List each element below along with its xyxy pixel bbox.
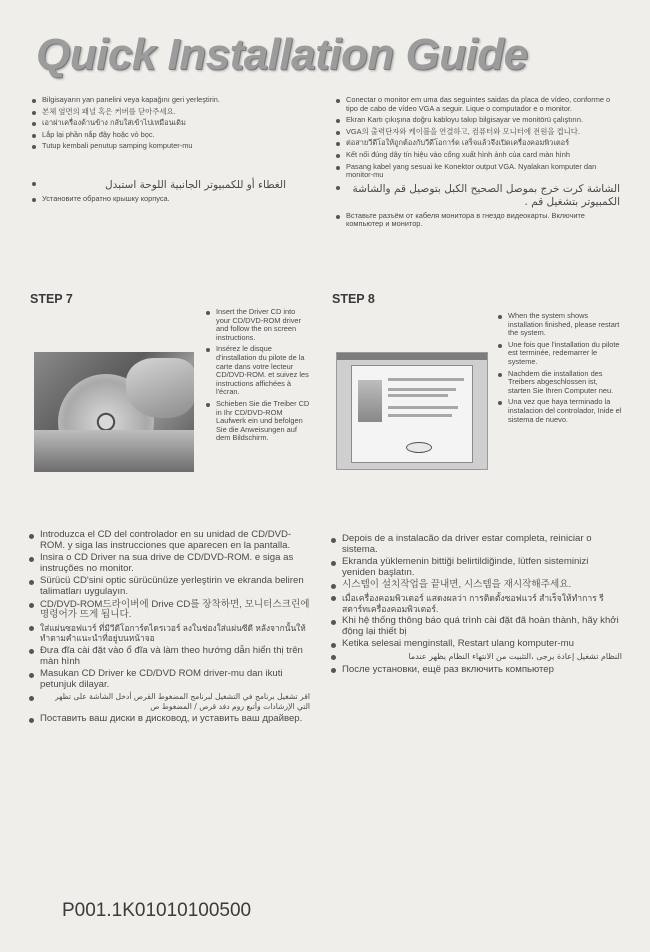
window-titlebar (337, 353, 487, 360)
list-item: Masukan CD Driver ke CD/DVD ROM driver-mu dan ikuti petunjuk dilayar. (26, 669, 310, 690)
list-item: ต่อสายวีดีโอให้ถูกต้องกับวีดีโอการ์ด เสร็จแล้วจึงเปิดเครื่องคอมพิวเตอร์ (334, 139, 620, 148)
list-item: Nachdem die installation des Treibers abgeschlossen ist, starten Sie Ihren Computer neu. (496, 370, 622, 396)
bottom-left-instructions (26, 530, 310, 727)
text-line (388, 406, 458, 409)
list-item: 본체 옆면의 패널 혹은 커버를 닫아주세요. (30, 108, 310, 117)
list-item: VGA의 출력단자와 케이블을 연결하고, 컴퓨터와 모니터에 전원을 켭니다. (334, 128, 620, 137)
page-title: Quick Installation Guide (36, 30, 528, 79)
step-7-instructions (204, 308, 310, 446)
list-item: الغطاء أو للكمبيوتر الجانبية اللوحة استبدل (30, 179, 310, 192)
install-finished-screenshot (336, 352, 488, 470)
list-item: Introduzca el CD del controlador en su unidad de CD/DVD-ROM. y siga las instrucciones que aparecen en la pantalla. (26, 530, 310, 551)
list-item: После установки, ещё раз включить компьютер (328, 665, 622, 676)
computer-graphic (358, 380, 382, 422)
list-item: 시스템이 설치작업을 끝내면, 시스템을 재시작해주세요. (328, 580, 622, 591)
list-item: Una vez que haya terminado la instalacion del controlador, Inide el sistema de nuevo. (496, 398, 622, 424)
list-item: Lắp lại phần nắp đậy hoặc vỏ bọc. (30, 131, 310, 140)
list-item: الشاشة كرت خرج بموصل الصحيح الكبل بتوصيل قم والشاشة الكمبيوتر بتشغيل قم . (334, 183, 620, 209)
list-item: Pasang kabel yang sesuai ke Konektor output VGA. Nyalakan komputer dan monitor-mu (334, 163, 620, 180)
bottom-right-instructions (328, 534, 622, 677)
list-item: เมื่อเครื่องคอมพิวเตอร์ แสดงผลว่า การติดตั้งซอฟแวร์ สำเร็จให้ทำการ รีสตาร์ทเครื่องคอมพิวเตอร์. (328, 593, 622, 614)
list-item: Insérez le disque d'installation du pilote de la carte dans votre lecteur CD/DVD-ROM. et suivez les instructions affichées à l'écran. (204, 345, 310, 397)
part-number: P001.1K01010100500 (62, 900, 252, 921)
list-item: Schieben Sie die Treiber CD in Ihr CD/DVD-ROM Laufwerk ein und befolgen Sie die Anweisungen auf dem Bildschirm. (204, 400, 310, 443)
step-8-heading: STEP 8 (332, 292, 375, 306)
finish-button-highlight (406, 442, 432, 453)
text-line (388, 414, 452, 417)
list-item: CD/DVD-ROM드라이버에 Drive CD를 장착하면, 모니터스크린에 명령어가 뜨게 됩니다. (26, 600, 310, 621)
list-item: Une fois que l'installation du pilote est terminée, redemarrer le systeme. (496, 341, 622, 367)
text-line (388, 378, 464, 381)
list-item: Conectar o monitor em uma das seguintes saidas da placa de vídeo, conforme o tipo de cabo de vídeo VGA a seguir. Lique o computador e o monitor. (334, 96, 620, 113)
list-item: Đưa đĩa cài đặt vào ổ đĩa và làm theo hướng dẫn hiển thị trên màn hình (26, 646, 310, 667)
drive-tray (34, 430, 194, 472)
list-item: Khi hệ thống thông báo quá trình cài đặt đã hoàn thành, hãy khởi động lại thiết bị (328, 616, 622, 637)
list-item: النظام تشغيل إعادة يرجى ،التثبيت من الانتهاء النظام يظهر عندما (328, 652, 622, 663)
step-7-heading: STEP 7 (30, 292, 73, 306)
list-item: Insira o CD Driver na sua drive de CD/DVD-ROM. e siga as instruções no monitor. (26, 553, 310, 574)
cd-insert-photo (34, 352, 194, 472)
text-line (388, 394, 448, 397)
list-item: Вставьте разъём от кабеля монитора в гнездо видеокарты. Включите компьютер и монитор. (334, 212, 620, 229)
list-item: Ketika selesai menginstall, Restart ulang komputer-mu (328, 639, 622, 650)
list-item: Kết nối đúng dây tín hiệu vào cổng xuất hình ảnh của card màn hình (334, 151, 620, 160)
list-item: เอาฝาเครื่องด้านข้าง กลับใส่เข้าไปเหมือนเดิม (30, 119, 310, 128)
list-item: Ekranda yüklemenin bittiği belirtildiğinde, lütfen sisteminizi yeniden başlatın. (328, 557, 622, 578)
list-item: Поставить ваш диски в дисковод, и уставить ваш драйвер. (26, 714, 310, 725)
list-item: Установите обратно крышку корпуса. (30, 195, 310, 204)
list-item: Sürücü CD'sini optic sürücünüze yerleştirin ve ekranda beliren talimatları uygulayın. (26, 576, 310, 597)
top-right-instructions (334, 96, 620, 232)
text-line (388, 388, 456, 391)
top-left-instructions (30, 96, 310, 207)
list-item: Bilgisayarın yan panelini veya kapağını geri yerleştirin. (30, 96, 310, 105)
list-item: اقر تشغيل برنامج في التشغيل لبرنامج المضغوط القرص أدخل الشاشة على تظهر التي الإرشادات وأتبع روم دفد قرص / المضغوط ص (26, 692, 310, 712)
list-item: Depois de a instalacão da driver estar completa, reiniciar o sistema. (328, 534, 622, 555)
step-8-instructions (496, 312, 622, 427)
list-item: Tutup kembali penutup samping komputer-mu (30, 142, 310, 151)
list-item: When the system shows installation finished, please restart the system. (496, 312, 622, 338)
list-item: Ekran Kartı çıkışına doğru kabloyu takıp bilgisayar ve monitörü çalıştırın. (334, 116, 620, 125)
list-item: ใส่แผ่นซอฟแวร์ ที่มีวีดีโอการ์ดไดรเวอร์ ลงในช่องใส่แผ่นซีดี หลังจากนั้นให้ทำตามคำแนะนำที่อยู่บนหน้าจอ (26, 623, 310, 644)
list-item: Insert the Driver CD into your CD/DVD-ROM driver and follow the on screen instructions. (204, 308, 310, 342)
hand-graphic (126, 358, 194, 418)
installer-dialog (351, 365, 473, 463)
